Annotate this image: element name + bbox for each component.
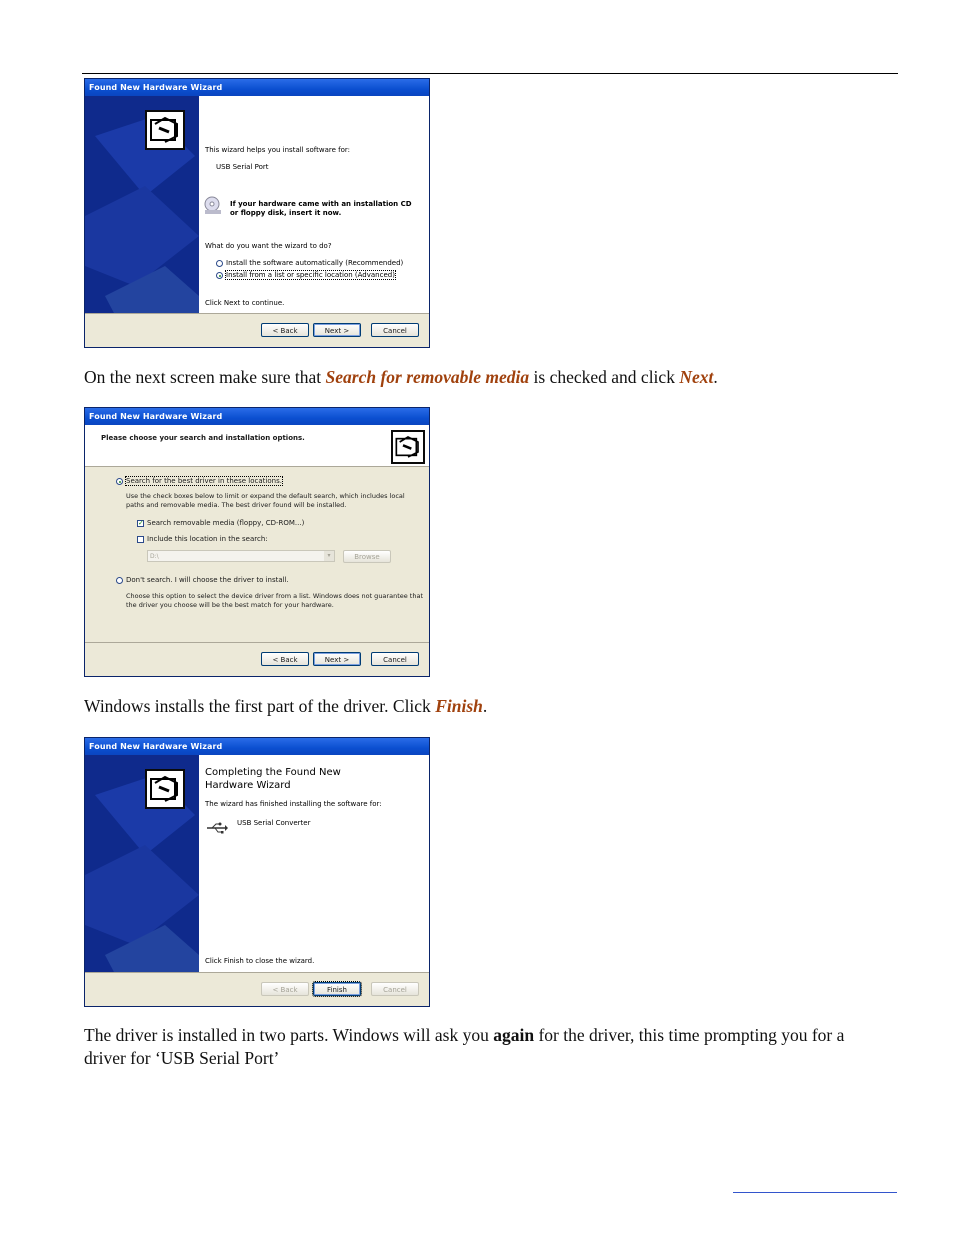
wizard-side-panel (85, 96, 199, 315)
wizard-header (85, 425, 429, 467)
option-search-desc-line1: Use the check boxes below to limit or expand the default search, which includes local (126, 492, 405, 500)
window-title: Found New Hardware Wizard (85, 79, 429, 96)
hardware-wizard-icon (145, 110, 185, 150)
heading-line1: Completing the Found New (205, 767, 341, 778)
radio-search-best-driver[interactable] (116, 478, 123, 485)
footer-link-underline[interactable] (733, 1192, 897, 1193)
wizard-side-panel (85, 755, 199, 974)
instruction-paragraph-1: On the next screen make sure that Search for removable media is checked and click Next. (84, 367, 718, 387)
hardware-wizard-icon (145, 769, 185, 809)
next-button[interactable]: Next > (313, 652, 361, 666)
header-text: Please choose your search and installation options. (101, 434, 305, 442)
cancel-button[interactable]: Cancel (371, 982, 419, 996)
back-button[interactable]: < Back (261, 323, 309, 337)
usb-icon (205, 821, 229, 835)
header-rule (82, 73, 898, 74)
window-title: Found New Hardware Wizard (85, 738, 429, 755)
browse-button[interactable]: Browse (343, 550, 391, 563)
instruction-paragraph-3: The driver is installed in two parts. Windows will ask you again for the driver, this time prompting you for a driver for ‘USB Serial Port’ (84, 1025, 845, 1068)
checkbox-include-location-label[interactable]: Include this location in the search: (147, 535, 268, 543)
option-dont-search-desc-line2: the driver you choose will be the best match for your hardware. (126, 601, 334, 609)
window-title: Found New Hardware Wizard (85, 408, 429, 425)
wizard-content (199, 755, 429, 974)
wizard-window-install-options (84, 78, 430, 348)
chevron-down-icon: ▾ (324, 551, 334, 561)
radio-install-from-list[interactable] (216, 272, 223, 279)
cancel-button[interactable]: Cancel (371, 323, 419, 337)
checkbox-include-location[interactable] (137, 536, 144, 543)
cd-instruction-line1: If your hardware came with an installation CD (230, 200, 412, 208)
next-button[interactable]: Next > (313, 323, 361, 337)
checkbox-search-removable-media[interactable]: ✓ (138, 519, 144, 527)
button-bar (85, 642, 429, 676)
button-bar (85, 972, 429, 1006)
cd-icon (203, 196, 223, 214)
wizard-content (85, 467, 429, 643)
back-button[interactable]: < Back (261, 982, 309, 996)
option-dont-search-label[interactable]: Don't search. I will choose the driver to install. (126, 576, 289, 584)
radio-dont-search[interactable] (116, 577, 123, 584)
cancel-button[interactable]: Cancel (371, 652, 419, 666)
footer-text: Click Finish to close the wizard. (205, 957, 315, 965)
wizard-window-completing (84, 737, 430, 1007)
option-install-from-list-label[interactable]: Install from a list or specific location (Advanced) (226, 271, 395, 279)
checkbox-search-removable-media-label[interactable]: Search removable media (floppy, CD-ROM...) (147, 519, 305, 527)
option-search-desc-line2: paths and removable media. The best driver found will be installed. (126, 501, 347, 509)
location-path-combo[interactable] (147, 550, 335, 562)
hardware-wizard-icon (391, 430, 425, 464)
intro-text: The wizard has finished installing the software for: (205, 800, 382, 808)
device-name: USB Serial Converter (237, 819, 311, 827)
back-button[interactable]: < Back (261, 652, 309, 666)
option-search-best-driver-label[interactable]: Search for the best driver in these locations. (126, 477, 282, 485)
option-dont-search-desc-line1: Choose this option to select the device driver from a list. Windows does not guarantee that (126, 592, 424, 600)
radio-install-auto[interactable] (216, 260, 223, 267)
heading-line2: Hardware Wizard (205, 780, 291, 791)
wizard-content (199, 96, 429, 315)
wizard-window-search-options (84, 407, 430, 677)
button-bar (85, 313, 429, 347)
question-text: What do you want the wizard to do? (205, 242, 332, 250)
instruction-paragraph-2: Windows installs the first part of the driver. Click Finish. (84, 696, 488, 716)
cd-instruction-line2: or floppy disk, insert it now. (230, 209, 342, 217)
location-path-value: D:\ (150, 553, 159, 560)
finish-button[interactable]: Finish (313, 982, 361, 996)
footer-text: Click Next to continue. (205, 299, 285, 307)
device-name: USB Serial Port (216, 163, 269, 171)
option-install-auto-label[interactable]: Install the software automatically (Recommended) (226, 259, 404, 267)
intro-text: This wizard helps you install software for: (205, 146, 351, 154)
